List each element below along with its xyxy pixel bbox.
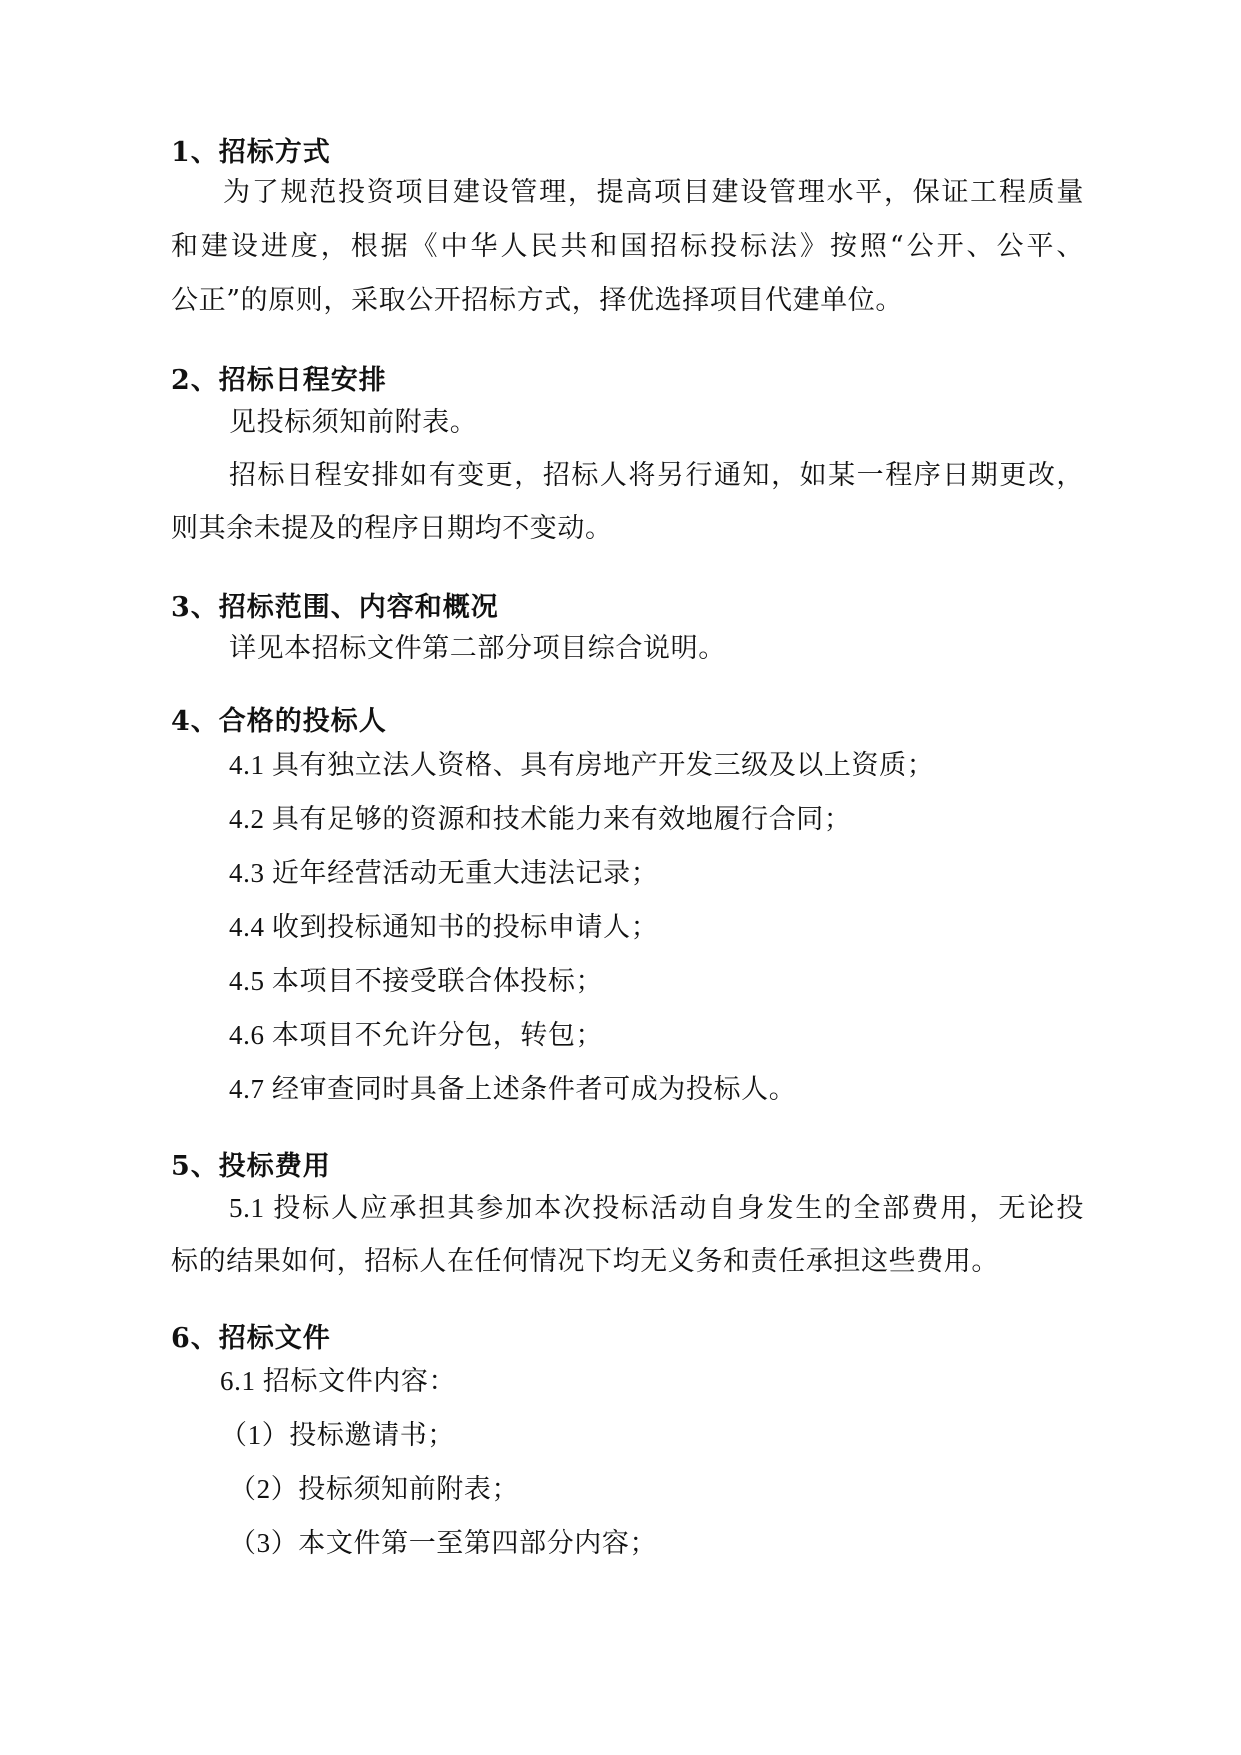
list-item: 4.4 收到投标通知书的投标申请人； [229,912,659,942]
list-item: 4.7 经审查同时具备上述条件者可成为投标人。 [229,1074,797,1104]
paragraph-line: 详见本招标文件第二部分项目综合说明。 [229,633,726,664]
list-item: （1）投标邀请书； [220,1420,455,1450]
paragraph-line: 为了规范投资项目建设管理，提高项目建设管理水平，保证工程质量 [223,177,1084,208]
paragraph-line: 招标日程安排如有变更，招标人将另行通知，如某一程序日期更改， [229,460,1084,491]
list-item: （2）投标须知前附表； [229,1474,520,1504]
list-item: 4.2 具有足够的资源和技术能力来有效地履行合同； [229,804,852,834]
paragraph-line: 5.1 投标人应承担其参加本次投标活动自身发生的全部费用，无论投 [229,1193,1084,1223]
section-heading: 4、合格的投标人 [171,706,387,737]
list-item: 4.3 近年经营活动无重大违法记录； [229,858,659,888]
section-heading: 1、招标方式 [171,137,331,168]
section-heading: 6、招标文件 [171,1323,331,1354]
list-item: 6.1 招标文件内容： [220,1366,457,1396]
section-heading: 3、招标范围、内容和概况 [171,592,499,623]
list-item: 4.6 本项目不允许分包，转包； [229,1020,604,1050]
list-item: 4.5 本项目不接受联合体投标； [229,966,604,996]
paragraph-line: 和建设进度，根据《中华人民共和国招标投标法》按照“公开、公平、 [171,231,1084,262]
paragraph-line: 则其余未提及的程序日期均不变动。 [171,513,613,544]
list-item: 4.1 具有独立法人资格、具有房地产开发三级及以上资质； [229,750,935,780]
paragraph-line: 见投标须知前附表。 [229,407,478,438]
section-heading: 5、投标费用 [171,1151,331,1182]
paragraph-line: 公正”的原则，采取公开招标方式，择优选择项目代建单位。 [171,285,904,316]
list-item: （3）本文件第一至第四部分内容； [229,1528,658,1558]
paragraph-line: 标的结果如何，招标人在任何情况下均无义务和责任承担这些费用。 [171,1246,999,1277]
section-heading: 2、招标日程安排 [171,365,387,396]
